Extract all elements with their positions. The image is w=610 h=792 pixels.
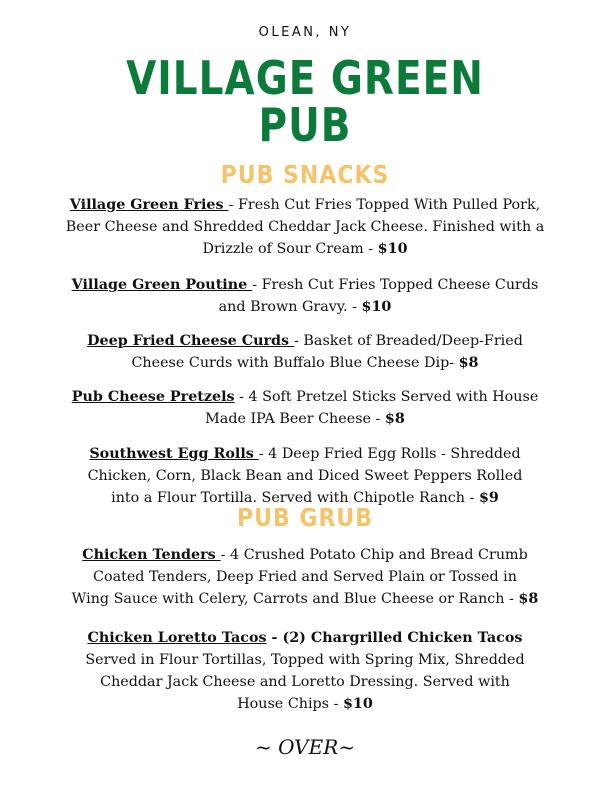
menu-item-desc: Cheese Curds with Buffalo Blue Cheese Dip- <box>131 355 459 371</box>
menu-item-desc: and Brown Gravy. - <box>218 299 362 315</box>
menu-item-name: Village Green Poutine <box>71 277 253 293</box>
menu-item-name: Deep Fried Cheese Curds <box>87 333 295 349</box>
menu-item-line <box>0 408 610 430</box>
menu-item-price: $8 <box>384 411 405 427</box>
menu-item-desc: - (2) Chargrilled Chicken Tacos <box>266 630 523 646</box>
menu-item-desc: Wing Sauce with Celery, Carrots and Blue Cheese or Ranch - <box>71 591 519 607</box>
menu-item-southwest-egg-rolls <box>0 443 610 509</box>
menu-item-price: $10 <box>361 299 392 315</box>
menu-item-village-green-fries <box>0 194 610 260</box>
menu-item-line <box>0 194 610 216</box>
menu-item-line <box>0 627 610 649</box>
menu-item-desc: Coated Tenders, Deep Fried and Served Plain or Tossed in <box>93 569 517 585</box>
menu-item-line <box>0 296 610 318</box>
menu-item-line <box>0 386 610 408</box>
menu-item-desc: - 4 Soft Pretzel Sticks Served with House <box>234 389 539 405</box>
menu-item-desc: - 4 Deep Fried Egg Rolls - Shredded <box>258 446 521 462</box>
menu-item-name: Pub Cheese Pretzels <box>71 389 235 405</box>
menu-item-pub-cheese-pretzels <box>0 386 610 430</box>
pub-title-line1: VILLAGE GREEN <box>126 52 484 106</box>
menu-item-desc: - Fresh Cut Fries Topped With Pulled Pork, <box>228 197 541 213</box>
menu-item-line <box>0 274 610 296</box>
menu-item-name: Chicken Loretto Tacos <box>87 630 267 646</box>
menu-item-desc: into a Flour Tortilla. Served with Chipotle Ranch - <box>111 490 479 506</box>
menu-item-line <box>0 352 610 374</box>
over-footer: ~ OVER~ <box>254 735 356 759</box>
menu-item-name: Village Green Fries <box>69 197 229 213</box>
menu-item-chicken-loretto-tacos <box>0 627 610 715</box>
menu-item-name: Southwest Egg Rolls <box>89 446 259 462</box>
section-heading-pub-snacks: PUB SNACKS <box>220 161 390 190</box>
menu-item-deep-fried-cheese-curds <box>0 330 610 374</box>
menu-item-line <box>0 238 610 260</box>
menu-item-price: $10 <box>377 241 408 257</box>
menu-item-desc: - Fresh Cut Fries Topped Cheese Curds <box>252 277 539 293</box>
menu-item-price: $8 <box>458 355 479 371</box>
pub-title-line2: PUB <box>258 99 352 153</box>
menu-item-line <box>0 544 610 566</box>
section-heading-pub-grub: PUB GRUB <box>236 504 374 533</box>
menu-item-desc: Made IPA Beer Cheese - <box>205 411 385 427</box>
menu-item-price: $9 <box>478 490 499 506</box>
menu-item-desc: - 4 Crushed Potato Chip and Bread Crumb <box>220 547 528 563</box>
menu-item-village-green-poutine <box>0 274 610 318</box>
menu-item-desc: Drizzle of Sour Cream - <box>202 241 378 257</box>
menu-item-desc: Cheddar Jack Cheese and Loretto Dressing. Served with <box>100 674 510 690</box>
menu-item-line <box>0 588 610 610</box>
menu-item-desc: Served in Flour Tortillas, Topped with Spring Mix, Shredded <box>85 652 525 668</box>
menu-item-desc: Chicken, Corn, Black Bean and Diced Sweet Peppers Rolled <box>87 468 523 484</box>
menu-item-chicken-tenders <box>0 544 610 610</box>
menu-item-price: $8 <box>518 591 539 607</box>
menu-item-price: $10 <box>342 696 373 712</box>
menu-item-desc: - Basket of Breaded/Deep-Fried <box>294 333 523 349</box>
menu-item-desc: Beer Cheese and Shredded Cheddar Jack Cheese. Finished with a <box>65 219 545 235</box>
menu-item-desc: House Chips - <box>237 696 343 712</box>
menu-item-line <box>0 330 610 352</box>
location-text: OLEAN, NY <box>258 25 352 40</box>
menu-item-line <box>0 443 610 465</box>
menu-item-name: Chicken Tenders <box>82 547 221 563</box>
menu-item-line <box>0 693 610 715</box>
